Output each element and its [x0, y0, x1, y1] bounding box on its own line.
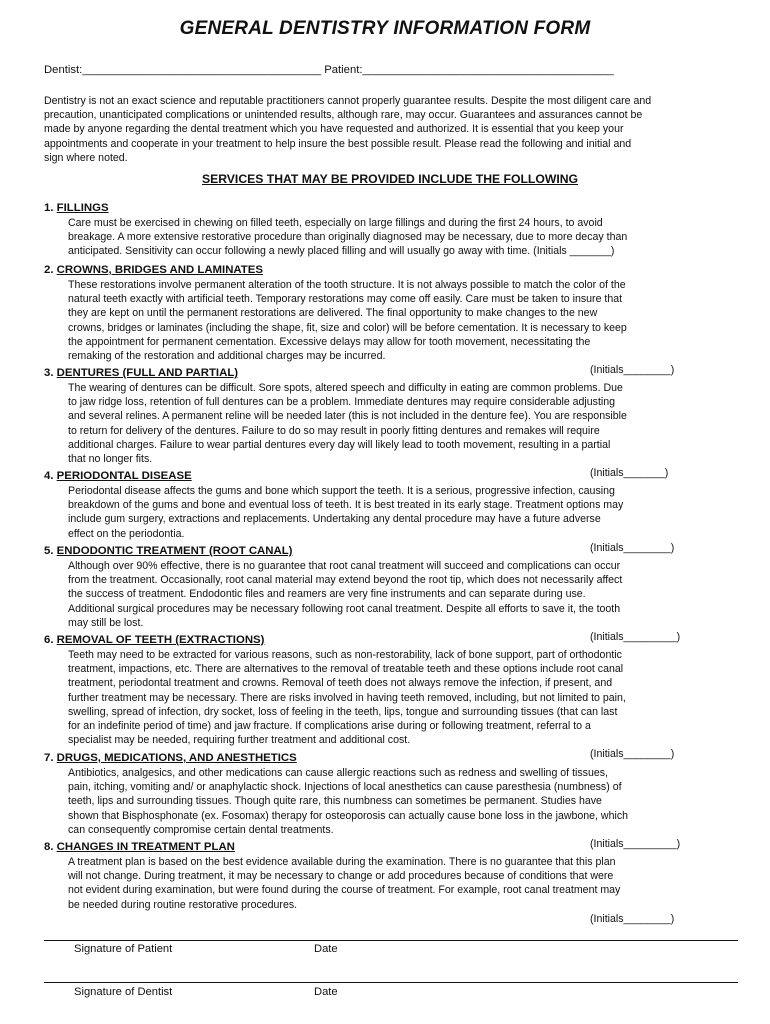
section-title: PERIODONTAL DISEASE: [56, 470, 192, 482]
section-line: A treatment plan is based on the best evidence available during the examination. There is no guarantee that this plan: [68, 856, 616, 868]
intro-paragraph: [44, 94, 734, 165]
section-number: 8.: [44, 841, 54, 853]
section-heading: [44, 469, 734, 484]
section-line: specialist may be needed, requiring further treatment and additional cost. (Initials________): [68, 733, 734, 761]
section-heading: [44, 201, 734, 216]
intro-line: appointments and cooperate in your treatment to help insure the best possible result. Please read the following and initial and: [44, 137, 632, 150]
section-line: breakage. A more extensive restorative procedure than originally diagnosed may be necessary, due to more decay than: [68, 231, 628, 244]
section-title: DRUGS, MEDICATIONS, AND ANESTHETICS: [56, 752, 297, 764]
initials-field[interactable]: (Initials________): [590, 364, 675, 377]
intro-line: precaution, unanticipated complications or unintended results, although rare, may occur. Guarantees and assurances cannot be: [44, 109, 643, 122]
section-line: and several relines. A permanent reline will be needed later (this is not included in the denture fee). You are responsible: [68, 410, 627, 423]
patient-signature-line[interactable]: [44, 940, 738, 941]
section-line: teeth, lips and surrounding tissues. Though quite rare, this numbness can sometimes be permanent. Studies have: [68, 795, 602, 808]
initials-field[interactable]: (Initials________): [590, 541, 675, 554]
section-line: Although over 90% effective, there is no guarantee that root canal treatment will succeed and complications can occur: [68, 560, 621, 572]
section-crowns: [44, 263, 734, 377]
section-line: natural teeth exactly with artificial teeth. Temporary restorations may come off easily. Care must be taken to insure that: [68, 293, 623, 306]
section-heading: [44, 633, 734, 648]
section-body: [68, 278, 734, 377]
section-body: [68, 216, 734, 259]
section-heading: [44, 840, 734, 855]
patient-signature-label: Signature of Patient: [74, 943, 173, 955]
section-line: further treatment may be necessary. There are risks involved in having teeth removed, including, but not limited to pain,: [68, 691, 626, 704]
section-line: from the treatment. Occasionally, root canal material may extend beyond the root tip, which does not necessarily affect: [68, 574, 623, 587]
section-number: 1.: [44, 202, 54, 214]
section-title: FILLINGS: [56, 202, 109, 214]
section-line: shown that Bisphosphonate (ex. Fosomax) therapy for osteoporosis can actually cause bone loss in the jawbone, which: [68, 809, 629, 822]
section-line: can consequently compromise certain dental treatments. (Initials_________): [68, 823, 734, 851]
section-line: be needed during routine restorative procedures. (Initials________): [68, 898, 734, 926]
section-body: [68, 648, 734, 762]
form-title: GENERAL DENTISTRY INFORMATION FORM: [179, 18, 591, 39]
section-number: 4.: [44, 470, 54, 482]
section-number: 7.: [44, 752, 54, 764]
section-treatment-plan: [44, 840, 734, 926]
section-title: ENDODONTIC TREATMENT (ROOT CANAL): [56, 545, 293, 557]
section-title: REMOVAL OF TEETH (EXTRACTIONS): [56, 634, 265, 646]
section-line: treatment, periodontal treatment and crowns. Removal of teeth does not always remove the infection, if present, and: [68, 677, 613, 690]
section-heading: [44, 263, 734, 278]
intro-line: made by anyone regarding the dental treatment which you have requested and authorized. It is essential that you keep your: [44, 123, 624, 136]
dentist-signature-label: Signature of Dentist: [74, 986, 173, 998]
services-heading: SERVICES THAT MAY BE PROVIDED INCLUDE THE FOLLOWING: [201, 172, 579, 186]
section-line: to return for delivery of the dentures. Failure to do so may result in poorly fitting dentures and remakes will require: [68, 424, 600, 437]
dentist-field[interactable]: ______________________________________: [82, 64, 322, 76]
dentist-patient-row: [44, 64, 614, 76]
initials-field[interactable]: (Initials_________): [590, 838, 681, 851]
section-line: the appointment for permanent cementation. Excessive delays may allow for tooth movement, necessitating the: [68, 335, 591, 348]
section-title: DENTURES (FULL AND PARTIAL): [56, 367, 239, 379]
section-endodontic: [44, 544, 734, 644]
section-line: remaking of the restoration and additional charges may be incurred. (Initials________): [68, 349, 734, 377]
section-drugs: [44, 751, 734, 851]
section-body: [68, 855, 734, 926]
section-line: effect on the periodontia. (Initials________): [68, 527, 734, 555]
section-line: will not change. During treatment, it may be necessary to change or add procedures because of conditions that were: [68, 870, 614, 883]
intro-line: Dentistry is not an exact science and reputable practitioners cannot properly guarantee results. Despite the most diligent care and: [44, 95, 652, 107]
patient-label: Patient:: [324, 64, 363, 76]
section-line: swelling, spread of infection, dry socket, loss of feeling in the teeth, lips, tongue and surrounding tissues (that can last: [68, 705, 618, 718]
section-body: [68, 559, 734, 644]
section-line: The wearing of dentures can be difficult. Sore spots, altered speech and difficulty in eating are common problems. Due: [68, 382, 623, 394]
initials-field[interactable]: (Initials_______): [590, 467, 669, 480]
section-number: 6.: [44, 634, 54, 646]
patient-field[interactable]: ________________________________________: [362, 64, 614, 76]
initials-field[interactable]: (Initials________): [590, 912, 675, 925]
section-line: they are kept on until the permanent restorations are delivered. The final opportunity to make changes to the new: [68, 307, 598, 320]
section-line: pain, itching, vomiting and/ or anaphylactic shock. Injections of local anesthetics can cause paresthesia (numbness) of: [68, 781, 622, 794]
section-line: Periodontal disease affects the gums and bone which support the teeth. It is a serious, progressive infection, causing: [68, 485, 615, 497]
section-body: [68, 381, 734, 480]
dentist-signature-line[interactable]: [44, 982, 738, 983]
section-title: CROWNS, BRIDGES AND LAMINATES: [56, 264, 263, 276]
section-fillings: [44, 201, 734, 259]
section-number: 3.: [44, 367, 54, 379]
intro-line: sign where noted.: [44, 151, 128, 164]
initials-field[interactable]: (Initials________): [590, 748, 675, 761]
section-line: anticipated. Sensitivity can occur following a newly placed filling and will usually go away with time. (Initials _______): [68, 245, 615, 258]
section-line: Teeth may need to be extracted for various reasons, such as non-restorability, lack of bone support, part of orthodontic: [68, 649, 622, 661]
section-line: for an indefinite period of time) and jaw fracture. If complications arise during or following treatment, referral to a: [68, 720, 591, 733]
section-extractions: [44, 633, 734, 762]
section-heading: [44, 751, 734, 766]
section-heading: [44, 366, 734, 381]
section-line: additional charges. Failure to wear partial dentures every day will likely lead to tooth movement, resulting in a partial: [68, 438, 611, 451]
dentist-label: Dentist:: [44, 64, 83, 76]
section-line: treatment, impactions, etc. There are alternatives to the removal of treatable teeth and these options include root canal: [68, 663, 624, 676]
section-number: 2.: [44, 264, 54, 276]
section-line: include gum surgery, extractions and replacements. Undertaking any dental procedure may have a future adverse: [68, 513, 601, 526]
dentist-date-label: Date: [314, 986, 338, 998]
section-line: crowns, bridges or laminates (including the shape, fit, size and color) will be before cementation. It is necessary to keep: [68, 321, 627, 334]
section-line: may still be lost. (Initials_________): [68, 616, 734, 644]
section-line: Additional surgical procedures may be necessary following root canal treatment. Despite all efforts to save it, the tooth: [68, 602, 621, 615]
section-line: These restorations involve permanent alteration of the tooth structure. It is not always possible to match the color of the: [68, 279, 626, 291]
section-line: that no longer fits. (Initials_______): [68, 452, 734, 480]
section-number: 5.: [44, 545, 54, 557]
patient-date-label: Date: [314, 943, 338, 955]
section-line: to jaw ridge loss, retention of full dentures can be a problem. Immediate dentures may require considerable adjusting: [68, 396, 616, 409]
section-line: Antibiotics, analgesics, and other medications can cause allergic reactions such as redness and swelling of tissues,: [68, 767, 608, 779]
initials-field[interactable]: (Initials_________): [590, 631, 681, 644]
section-title: CHANGES IN TREATMENT PLAN: [56, 841, 235, 853]
section-heading: [44, 544, 734, 559]
section-dentures: [44, 366, 734, 480]
section-line: not evident during examination, but were found during the course of treatment. For example, root canal treatment may: [68, 884, 621, 897]
section-line: the success of treatment. Endodontic files and reamers are very fine instruments and can separate during use.: [68, 588, 586, 601]
section-body: [68, 766, 734, 851]
section-periodontal: [44, 469, 734, 555]
section-line: Care must be exercised in chewing on filled teeth, especially on large fillings and during the first 24 hours, to avoid: [68, 217, 603, 229]
section-line: breakdown of the gums and bone and eventual loss of teeth. It is best treated in its early stage. Treatment options may: [68, 499, 624, 512]
